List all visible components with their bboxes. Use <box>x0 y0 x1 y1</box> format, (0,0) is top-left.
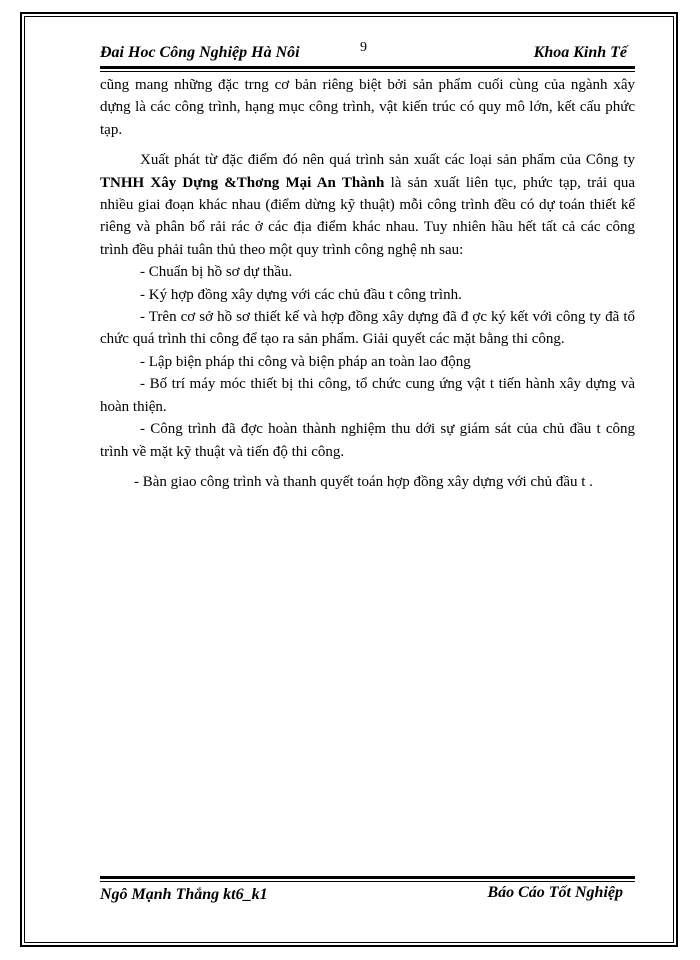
footer-author: Ngô Mạnh Thắng kt6_k1 <box>100 886 268 903</box>
footer-rule <box>100 876 635 882</box>
page-number: 9 <box>360 40 367 55</box>
page-footer <box>100 884 635 908</box>
header-rule <box>100 66 635 72</box>
list-item: - Lập biện pháp thi công và biện pháp an toàn lao động <box>140 353 471 370</box>
paragraph-2-start: Xuất phát từ đặc điểm đó nên quá trình sản xuất các loại sản phẩm của Công ty <box>140 152 635 169</box>
list-item: - Bố trí máy móc thiết bị thi công, tổ chức cung ứng vật t tiến hành xây dựng và hoàn thiện. <box>100 376 635 415</box>
list-item: - Chuẩn bị hồ sơ dự thầu. <box>140 264 293 281</box>
list-item: - Trên cơ sở hồ sơ thiết kế và hợp đồng xây dựng đã đ ợc ký kết với công ty đã tổ chức quá trình thi công để tạo ra sản phẩm. Giải quyết các mặt bằng thi công. <box>100 309 635 348</box>
paragraph-2-end: là sản xuất liên tục, phức tạp, trải qua nhiều giai đoạn khác nhau (điểm dừng kỹ thuật) mỗi công trình đều có dự toán thiết kế riêng và phân bổ rải rác ở các địa điểm khác nhau. Tuy nhiên hầu hết tất cả các công trình đều phải tuân thủ theo một quy trình công nghệ nh sau: <box>100 174 635 258</box>
list-item: - Ký hợp đồng xây dựng với các chủ đầu t công trình. <box>140 286 462 303</box>
header-university: Đai Hoc Công Nghiệp Hà Nôi <box>100 44 300 61</box>
document-body <box>100 74 635 493</box>
paragraph-1: cũng mang những đặc trng cơ bản riêng biệt bởi sản phẩm cuối cùng của ngành xây dựng là các công trình, hạng mục công trình, vật kiến trúc có quy mô lớn, kết cấu phức tạp. <box>100 77 635 138</box>
list-item: - Công trình đã đợc hoàn thành nghiệm thu dới sự giám sát của chủ đầu t công trình về mặt kỹ thuật và tiến độ thi công. <box>100 421 635 460</box>
header-faculty: Khoa Kinh Tế <box>533 44 627 61</box>
page-header <box>100 40 635 66</box>
company-name: TNHH Xây Dựng &Thơng Mại An Thành <box>100 174 385 191</box>
list-item: - Bàn giao công trình và thanh quyết toán hợp đồng xây dựng với chủ đầu t . <box>134 473 593 490</box>
footer-report-title: Báo Cáo Tốt Nghiệp <box>487 884 623 901</box>
paragraph-2 <box>100 149 635 261</box>
